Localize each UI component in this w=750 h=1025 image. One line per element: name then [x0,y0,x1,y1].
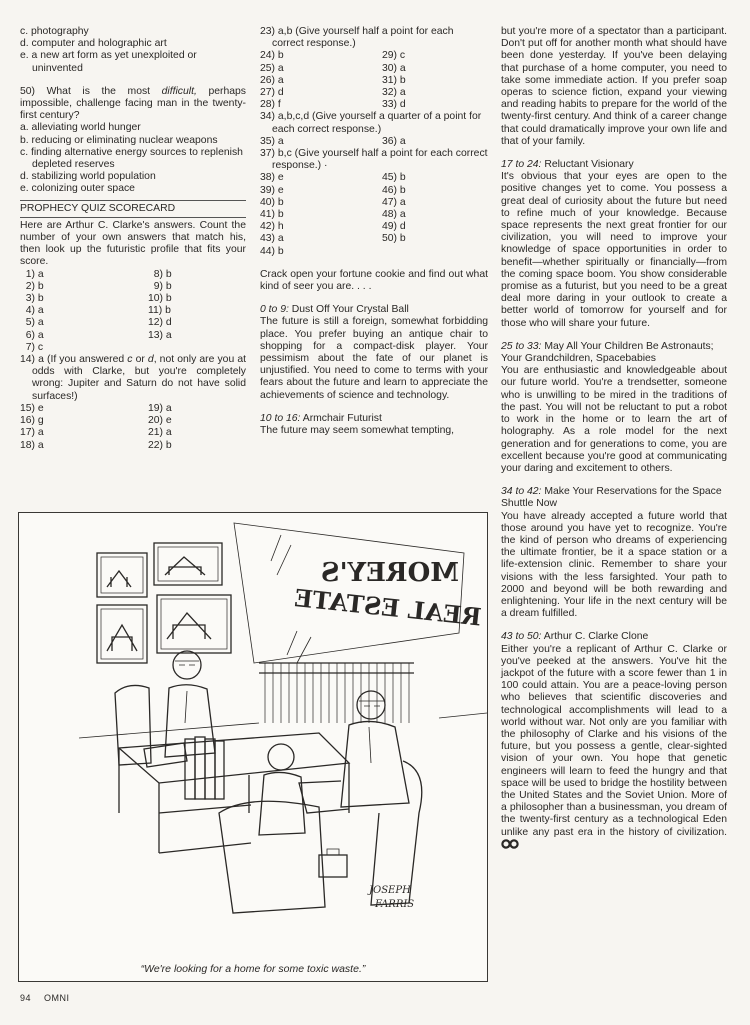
answer-item: 44) b [260,245,284,257]
answer-item: 19) a [148,402,172,414]
answer-item [148,342,246,354]
answer-item: 2) b [20,280,44,292]
answer-item: 9) b [148,280,172,292]
answer-item: 3) b [20,293,44,305]
q50-option-c: c. finding alternative energy sources to replenish depleted reserves [20,146,243,171]
cartoon-caption: “We're looking for a home for some toxic waste.” [140,963,366,975]
answer-item: 31) b [382,74,406,86]
answer-item: 8) b [148,268,172,280]
answer-item: 6) a [20,329,44,341]
answer-item: 25) a [260,62,284,74]
answer-item: 16) g [20,415,44,427]
answer-item: 46) b [382,184,406,196]
column-3 [501,26,727,853]
cartoon-illustration [18,512,488,982]
sign-text-line2: REAL ESTATE [293,583,483,632]
artist-signature-line2: FARRIS [375,899,415,910]
answer-item: 45) b [382,172,406,184]
answer-item: 41) b [260,209,284,221]
section-divider [20,217,246,218]
answer-list [20,269,246,354]
q49-option-d: d. computer and holographic art [20,38,167,50]
answer-list [260,172,488,257]
answer-item: 4) a [20,305,44,317]
profile-body: The future may seem somewhat tempting, [260,425,455,437]
question-50: 50) What is the most difficult, perhaps impossible, challenge facing man in the twenty-first century? [20,85,247,122]
answer-item: 26) a [260,74,284,86]
answer-item: 39) e [260,184,284,196]
answer-item: 21) a [148,427,172,439]
answer-item: 15) e [20,402,44,414]
answer-item: 12) d [148,317,172,329]
profile-body: The future is still a foreign, somewhat forbidding place. You prefer buying an antique chair to shopping for a compact-disk player. Your pessimism about the fate of our planet is unjustified. You need to come to terms with your fears about the future and learn to appreciate the achievements of science and technology. [260,316,488,401]
answer-34: 34) a,b,c,d (Give yourself a quarter of a point for each correct response.) [260,111,482,135]
profile-heading: 10 to 16: Armchair Futurist [260,412,382,424]
page-number: 94 [20,993,32,1003]
answer-item: 29) c [382,50,406,62]
profile-heading: 17 to 24: Reluctant Visionary [501,159,634,171]
q50-option-e: e. colonizing outer space [20,183,135,195]
answer-item: 20) e [148,415,172,427]
scorecard-heading: PROPHECY QUIZ SCORECARD [20,202,176,214]
section-divider [20,200,246,201]
profile-body: It's obvious that your eyes are open to the positive changes yet to come. You possess a great deal of curiosity about the future but need to refine much of your knowledge. Because space represents the next great frontier for our civilization, you will need to improve your knowledge of space opportunities in order to benefit—whether spiritually or financially—from the coming space boom. You show considerable promise as a futurist, but you need to be a great deal more daring in your outlook to create a better world of tomorrow for yourself and for those who will share your future. [501,171,727,329]
answer-item: 49) d [382,221,406,233]
sign-text-line1: MOREY'S [320,558,459,588]
answer-item: 27) d [260,87,284,99]
column-2 [260,26,488,437]
answer-item: 33) d [382,99,406,111]
scorecard-intro: Here are Arthur C. Clarke's answers. Count the number of your own answers that match his, then look up the futuristic profile that fits your score. [20,219,246,268]
answer-item: 32) a [382,87,406,99]
answer-item: 38) e [260,172,284,184]
answer-item: 28) f [260,99,281,111]
answer-item: 50) b [382,233,406,245]
profile-heading: 0 to 9: Dust Off Your Crystal Ball [260,304,409,316]
answer-item [382,246,482,258]
profile-body: You are enthusiastic and knowledgeable about our future world. You're a trendsetter, someone who is unwilling to be mired in the traditions of the past. You will not be reluctant to put a robot to work in the home or to learn the art of holography. As a role model for the next generation and for generations to come, you are excellent because you're good at communicating your daring and excitement to others. [501,365,727,474]
answer-item: 22) b [148,439,172,451]
answer-list [260,50,488,111]
q50-option-d: d. stabilizing world population [20,171,156,183]
q50-option-b: b. reducing or eliminating nuclear weapons [20,134,218,146]
answer-23: 23) a,b (Give yourself half a point for each correct response.) [260,26,454,50]
q49-option-e: e. a new art form as yet unexploited or uninvented [20,50,197,74]
magazine-name: OMNI [44,993,70,1003]
answer-item: 18) a [20,439,44,451]
q50-option-a: a. alleviating world hunger [20,122,141,134]
answer-item: 42) h [260,221,284,233]
profile-body: You have already accepted a future world that those around you have yet to recognize. You're the kind of person who dreams of experiencing the ultimate frontier, be it a space station or a life-extension clinic. Remember to share your visions with the less farsighted. Your path to 2000 and beyond will be both rewarding and enlightening. Your life in the next century will be a dream fulfilled. [501,510,727,620]
answer-item: 5) a [20,317,44,329]
q49-option-c: c. photography [20,26,89,37]
answer-list [20,403,246,452]
answer-item: 47) a [382,196,406,208]
column-1 [20,26,246,452]
answer-item: 13) a [148,329,172,341]
profile-body: but you're more of a spectator than a participant. Don't put off for another month what should have been done yesterday. If you've been delaying that purchase of a home computer, you need to take some immediate action. If you prefer soap operas to science fiction, expand your viewing and reading habits to prepare for the world of the twenty-first century. And think of a career change that could dramatically improve your own life and that of your family. [501,26,727,147]
answer-item: 17) a [20,427,44,439]
answer-list [260,136,488,148]
page-footer [20,993,80,1003]
answer-item: 48) a [382,209,406,221]
profile-heading: 43 to 50: Arthur C. Clarke Clone [501,631,649,643]
fortune-intro: Crack open your fortune cookie and find out what kind of seer you are. . . . [260,268,488,293]
profile-heading: 25 to 33: May All Your Children Be Astronauts; Your Grandchildren, Spacebabies [501,340,714,365]
answer-14: 14) a (If you answered c or d, not only are you at odds with Clarke, but you're completely wrong: Jupiter and Saturn do not have solid surfaces!) [20,354,246,402]
omni-end-mark-icon [501,839,519,853]
answer-item: 43) a [260,233,284,245]
artist-signature-line1: JOSEPH [369,885,411,896]
answer-item: 30) a [382,62,406,74]
answer-item: 7) c [20,341,44,353]
answer-item: 35) a [260,135,284,147]
answer-item: 1) a [20,268,44,280]
answer-item: 40) b [260,196,284,208]
answer-item: 36) a [382,135,406,147]
answer-item: 24) b [260,50,284,62]
cartoon-drawing [19,513,487,981]
profile-heading: 34 to 42: Make Your Reservations for the Space Shuttle Now [501,486,722,510]
answer-37: 37) b,c (Give yourself half a point for each correct response.) · [260,148,488,172]
answer-item: 11) b [148,305,171,317]
answer-item: 10) b [148,293,172,305]
profile-body: Either you're a replicant of Arthur C. Clarke or you've peeked at the answers. You've hit the jackpot of the future with a score fewer than 1 in 100 could attain. You are a peace-loving person who believes that scientific discoveries and technological accomplishments will lead to a world without war. Not only are you familiar with the philosophy of Clarke and his visions of the future, but you possess a gentle, clear-sighted vision of your own. You hope that genetic engineers will learn to feed the hungry and that space will be used to bridge the hostility between the United States and the Soviet Union. More of a philosopher than a businessman, you dream of the twenty-first century as a technological Eden unlike any past era in the history of civilization. [501,644,727,853]
